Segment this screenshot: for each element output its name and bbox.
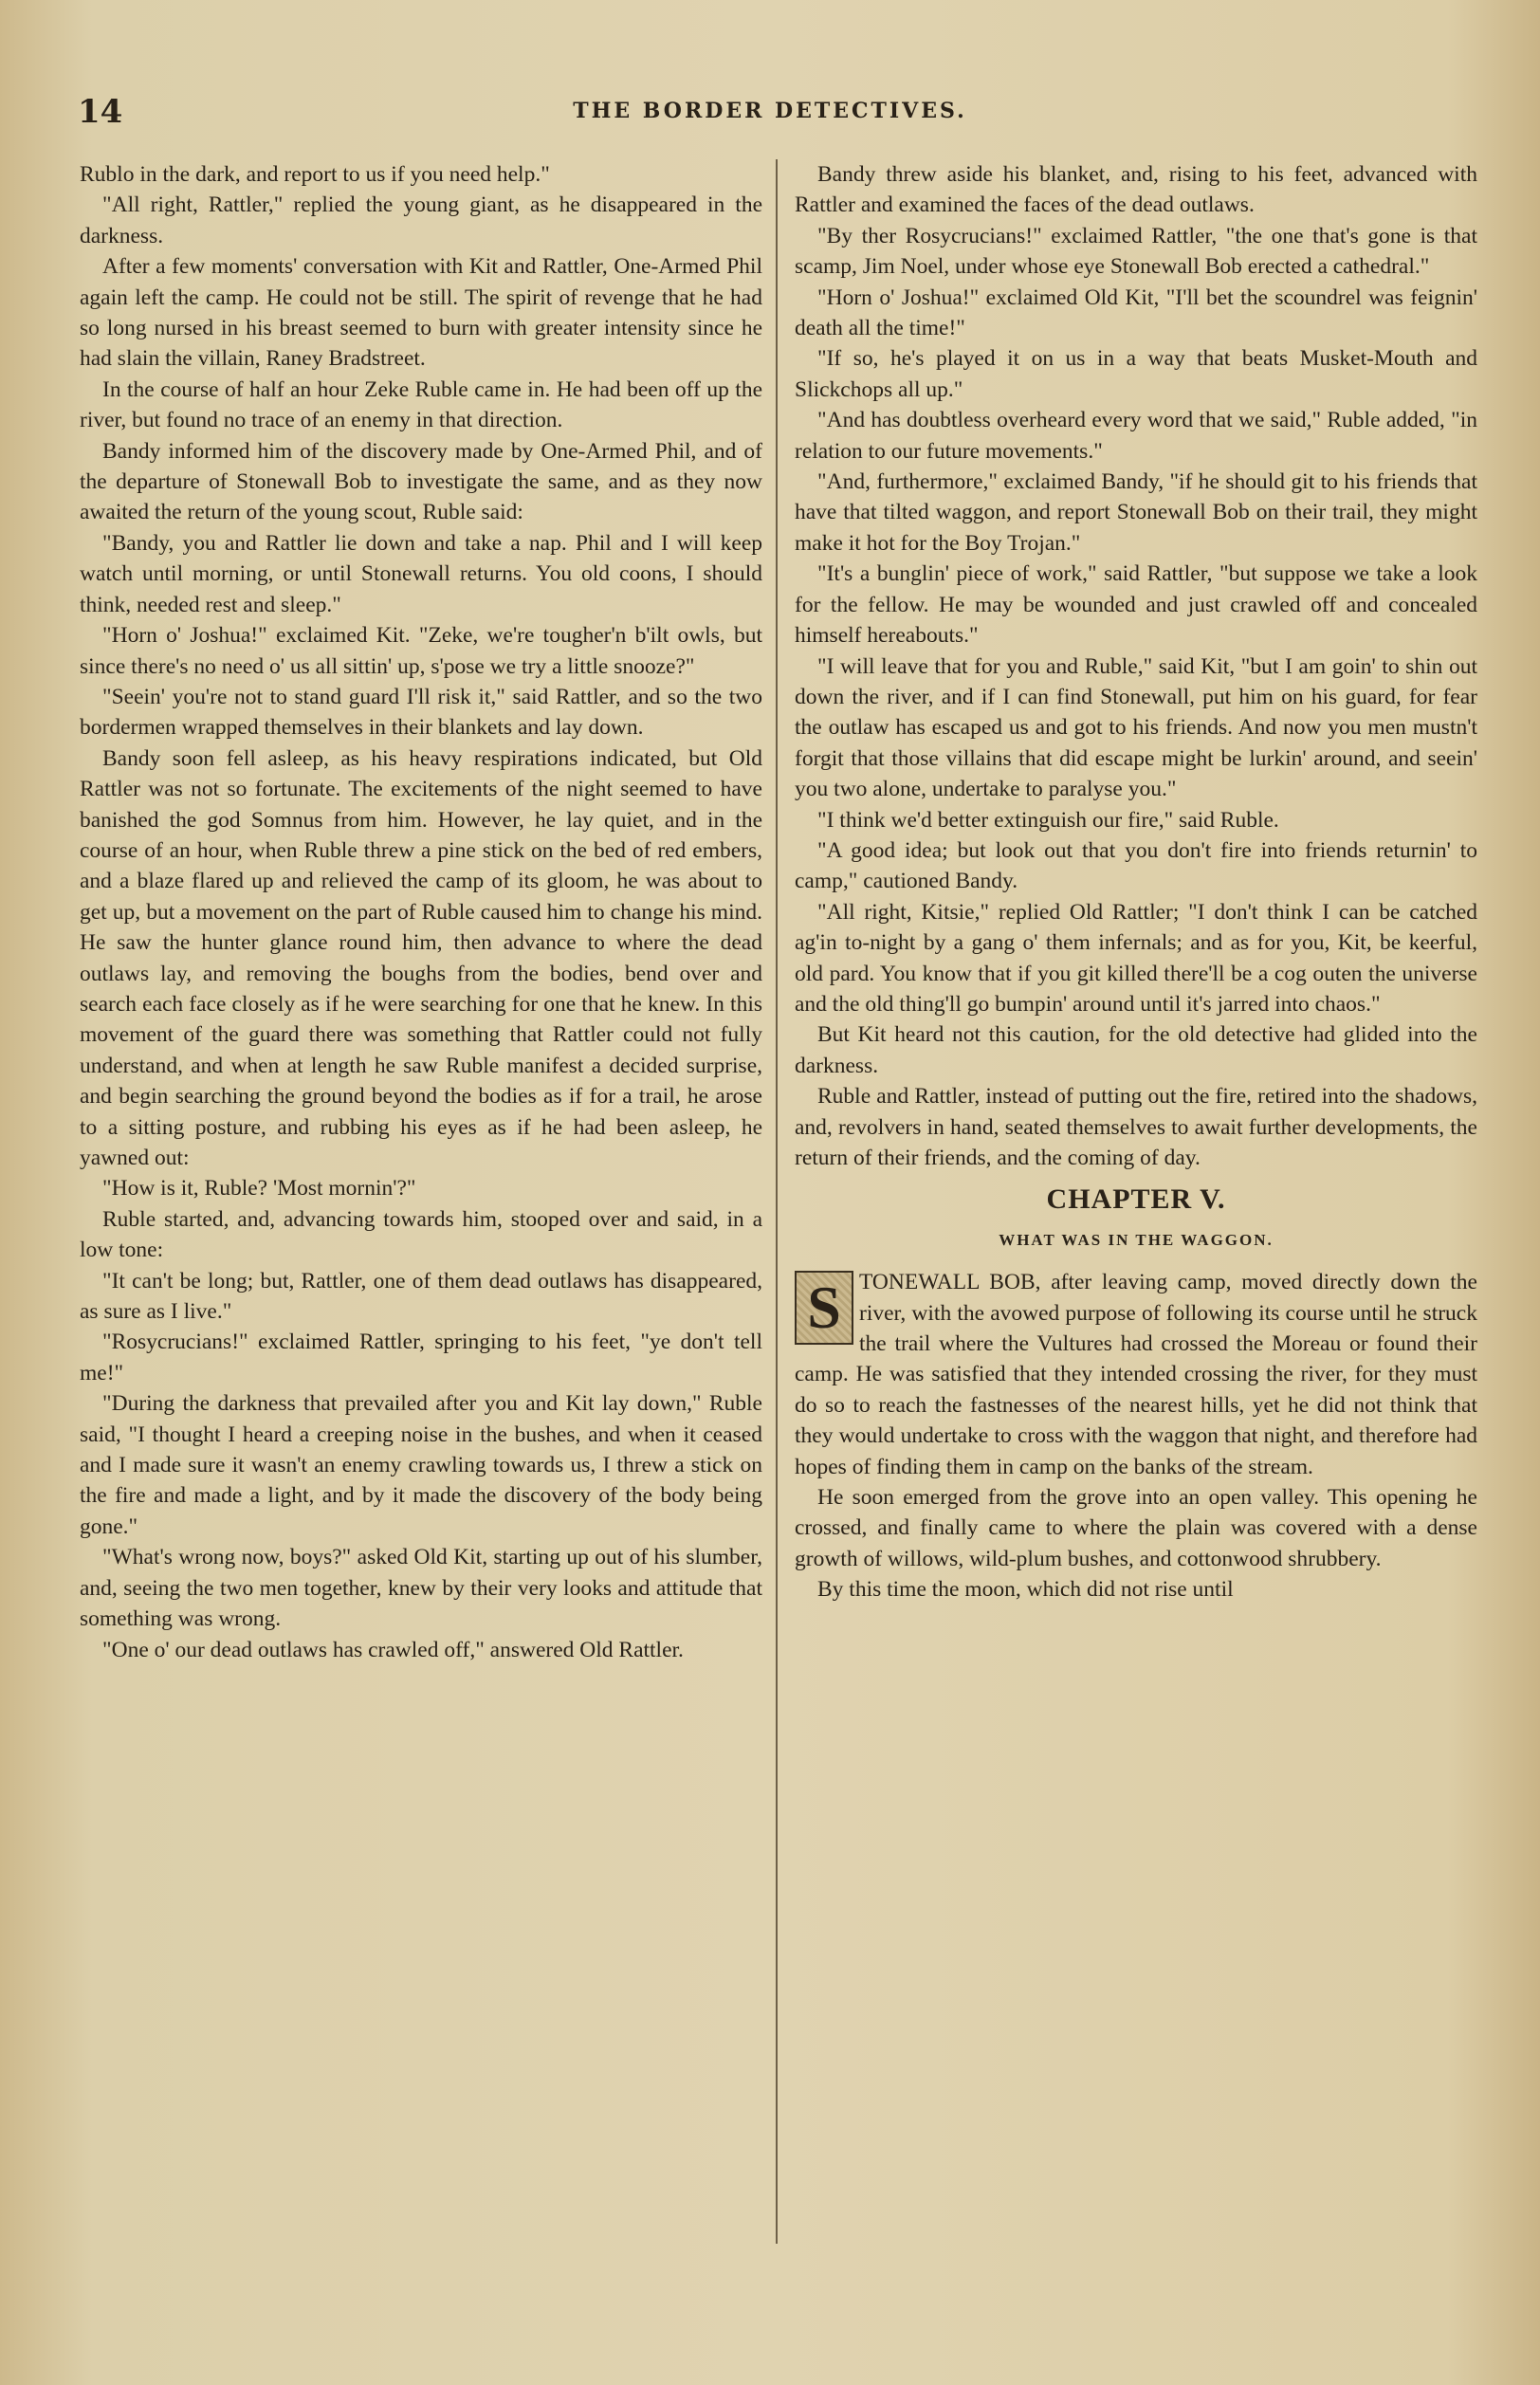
paragraph: "Horn o' Joshua!" exclaimed Kit. "Zeke, we're tougher'n b'ilt owls, but since there's no need o' us all sittin' up, s'pose we try a little snooze?" xyxy=(80,623,762,679)
paragraph: Bandy informed him of the discovery made by One-Armed Phil, and of the departure of Stonewall Bob to investigate the same, and as they now awaited the return of the young scout, Ruble said: xyxy=(80,438,762,525)
paragraph: Ruble and Rattler, instead of putting out the fire, retired into the shadows, and, revolvers in hand, seated themselves to await further developments, the return of their friends, and the coming of day. xyxy=(795,1084,1477,1170)
page-number: 14 xyxy=(78,93,123,131)
paragraph: "I will leave that for you and Ruble," said Kit, "but I am goin' to shin out down the river, and if I can find Stonewall, put him on his guard, for fear the outlaw has escaped us and got to his friends. And now you men mustn't forgit that those villains that did escape might be lurkin' around, and seein' you two alone, undertake to paralyse you." xyxy=(795,653,1477,802)
paragraph: By this time the moon, which did not rise until xyxy=(817,1577,1234,1603)
right-column xyxy=(795,159,1477,1605)
paragraph: "All right, Rattler," replied the young giant, as he disappeared in the darkness. xyxy=(80,193,762,248)
paragraph: "I think we'd better extinguish our fire," said Ruble. xyxy=(817,807,1279,833)
paragraph: In the course of half an hour Zeke Ruble came in. He had been off up the river, but found no trace of an enemy in that direction. xyxy=(80,376,762,433)
drop-cap: S xyxy=(795,1271,853,1345)
paragraph: "If so, he's played it on us in a way that beats Musket-Mouth and Slickchops all up." xyxy=(795,346,1477,402)
right-column-text xyxy=(795,159,1477,1173)
paragraph: Ruble started, and, advancing towards him, stooped over and said, in a low tone: xyxy=(80,1206,762,1263)
right-column-continued xyxy=(795,1482,1477,1605)
paragraph: "It can't be long; but, Rattler, one of them dead outlaws has disappeared, as sure as I live." xyxy=(80,1268,762,1325)
paragraph: "A good idea; but look out that you don't fire into friends returnin' to camp," cautioned Bandy. xyxy=(795,837,1477,894)
paragraph: "It's a bunglin' piece of work," said Rattler, "but suppose we take a look for the fellow. He may be wounded and just crawled off and concealed himself hereabouts." xyxy=(795,561,1477,649)
paragraph: "By ther Rosycrucians!" exclaimed Rattler, "the one that's gone is that scamp, Jim Noel, under whose eye Stonewall Bob erected a cathedral." xyxy=(795,223,1477,280)
paragraph: "One o' our dead outlaws has crawled off," answered Old Rattler. xyxy=(102,1637,684,1662)
running-title: THE BORDER DETECTIVES. xyxy=(573,99,967,123)
paragraph: "What's wrong now, boys?" asked Old Kit, starting up out of his slumber, and, seeing the two men together, knew by their very looks and attitude that something was wrong. xyxy=(80,1545,762,1632)
paragraph: He soon emerged from the grove into an open valley. This opening he crossed, and finally came to where the plain was covered with a dense growth of willows, wild-plum bushes, and cottonwood shrubbery. xyxy=(795,1485,1477,1571)
paragraph: "Seein' you're not to stand guard I'll risk it," said Rattler, and so the two bordermen wrapped themselves in their blankets and lay down. xyxy=(80,684,762,741)
paragraph: Bandy threw aside his blanket, and, rising to his feet, advanced with Rattler and examined the faces of the dead outlaws. xyxy=(795,162,1477,218)
left-column xyxy=(80,159,762,1665)
paragraph: "Horn o' Joshua!" exclaimed Old Kit, "I'll bet the scoundrel was feignin' death all the time!" xyxy=(795,284,1477,341)
paragraph: "During the darkness that prevailed after you and Kit lay down," Ruble said, "I thought I heard a creeping noise in the bushes, and when it ceased and I made sure it wasn't an enemy crawling towards us, I threw a stick on the fire and made a light, and by it made the discovery of the body being gone." xyxy=(80,1391,762,1539)
paragraph: Bandy soon fell asleep, as his heavy respirations indicated, but Old Rattler was not so fortunate. The excitements of the night seemed to have banished the god Somnus from him. However, he lay quiet, and in the course of an hour, when Ruble threw a pine stick on the bed of red embers, and a blaze flared up and relieved the camp of its gloom, he was about to get up, but a movement on the part of Ruble caused him to change his mind. He saw the hunter glance round him, then advance to where the dead outlaws lay, and removing the boughs from the bodies, bend over and search each face closely as if he were searching for one that he knew. In this movement of the guard there was something that Rattler could not fully understand, and when at length he saw Ruble manifest a decided surprise, and begin searching the ground beyond the bodies as if for a trail, he arose to a sitting posture, and rubbing his eyes as if he had been asleep, he yawned out: xyxy=(80,745,762,1170)
chapter-opening-paragraph xyxy=(795,1267,1477,1482)
paragraph: After a few moments' conversation with Kit and Rattler, One-Armed Phil again left the camp. He could not be still. The spirit of revenge that he had so long nursed in his breast seemed to burn with greater intensity since he had slain the villain, Raney Bradstreet. xyxy=(80,254,762,372)
paragraph: "Rosycrucians!" exclaimed Rattler, springing to his feet, "ye don't tell me!" xyxy=(80,1330,762,1385)
chapter-subtitle: WHAT WAS IN THE WAGGON. xyxy=(999,1230,1274,1249)
column-divider xyxy=(776,159,778,2244)
paragraph: But Kit heard not this caution, for the old detective had glided into the darkness. xyxy=(795,1022,1477,1078)
paragraph: "How is it, Ruble? 'Most mornin'?" xyxy=(102,1176,416,1202)
paragraph: "Bandy, you and Rattler lie down and take a nap. Phil and I will keep watch until morning, or until Stonewall returns. You old coons, I should think, needed rest and sleep." xyxy=(80,530,762,617)
paragraph: Rublo in the dark, and report to us if you need help." xyxy=(80,162,550,187)
paragraph: "All right, Kitsie," replied Old Rattler; "I don't think I can be catched ag'in to-night by a gang o' them infernals; and as for you, Kit, be keerful, old pard. You know that if you git killed there'll be a cog outen the universe and the old thing'll go bumpin' around until it's jarred into chaos." xyxy=(795,899,1477,1017)
paragraph: "And, furthermore," exclaimed Bandy, "if he should git to his friends that have that tilted waggon, and report Stonewall Bob on their trail, they might make it hot for the Boy Trojan." xyxy=(795,469,1477,556)
chapter-opening-text: TONEWALL BOB, after leaving camp, moved directly down the river, with the avowed purpose of following its course until he struck the trail where the Vultures had crossed the Moreau or found their camp. He was satisfied that they intended crossing the river, for they must do so to reach the fastnesses of the nearest hills, yet he did not think that they would undertake to cross with the waggon that night, and therefore had hopes of finding them in camp on the banks of the stream. xyxy=(795,1270,1477,1479)
paragraph: "And has doubtless overheard every word that we said," Ruble added, "in relation to our future movements." xyxy=(795,408,1477,464)
chapter-title: CHAPTER V. xyxy=(1046,1183,1226,1216)
